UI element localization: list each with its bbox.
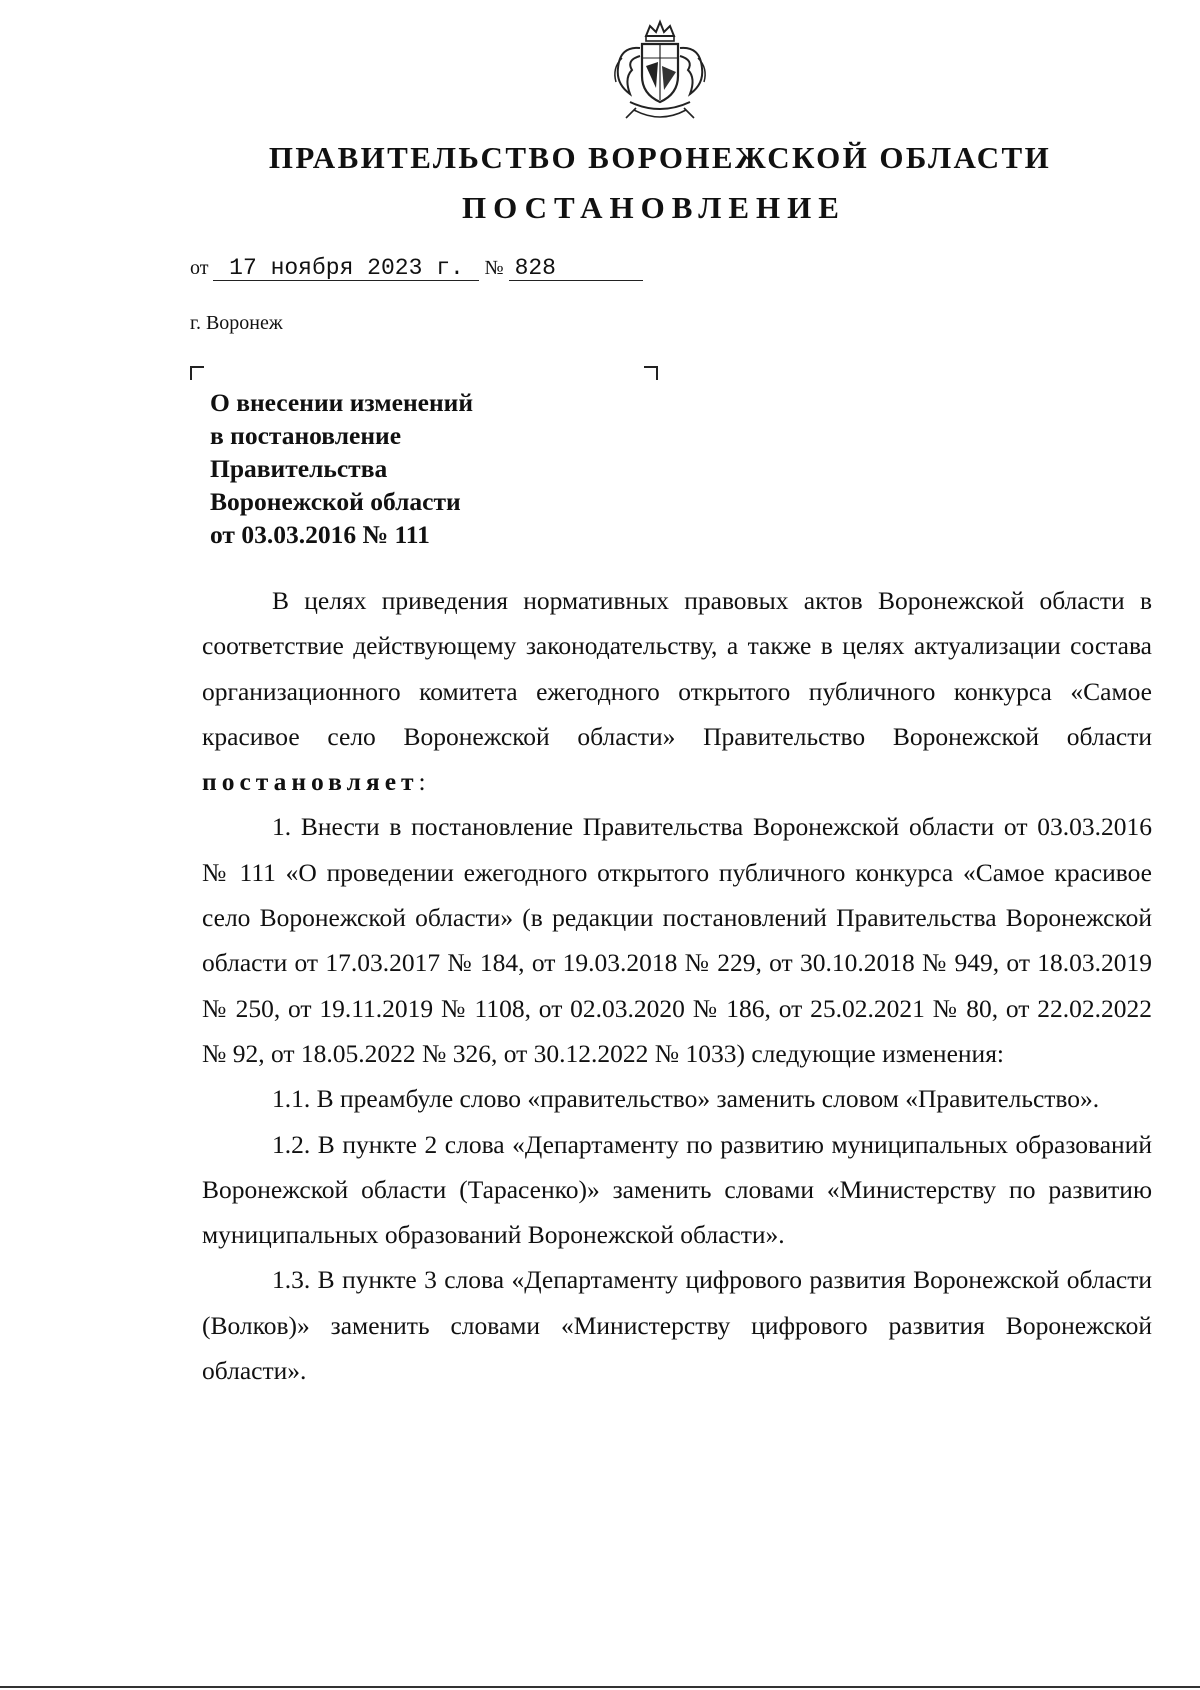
item-1-2-paragraph: 1.2. В пункте 2 слова «Департаменту по развитию муниципальных образований Воронежской области (Тарасенко)» заменить словами «Министерству по развитию муниципальных образований Воронежской области». — [202, 1129, 1152, 1250]
voronezh-coat-of-arms-icon — [606, 18, 714, 128]
subject-bracket-right — [644, 366, 658, 380]
subject-bracket-left — [190, 366, 204, 380]
number-sign-label: № — [484, 257, 504, 279]
government-title: ПРАВИТЕЛЬСТВО ВОРОНЕЖСКОЙ ОБЛАСТИ — [268, 140, 1052, 175]
subject-line: от 03.03.2016 № 111 — [210, 520, 430, 549]
document-type-title: ПОСТАНОВЛЕНИЕ — [462, 190, 846, 225]
decree-body — [202, 578, 1152, 1393]
decree-subject — [210, 386, 473, 551]
preamble-paragraph — [202, 578, 1152, 804]
decree-keyword: постановляет — [202, 767, 419, 797]
item-1-3-paragraph: 1.3. В пункте 3 слова «Департаменту цифрового развития Воронежской области (Волков)» заменить словами «Министерству цифрового развития Воронежской области». — [202, 1265, 1152, 1386]
preamble-end: : — [418, 767, 426, 797]
subject-line: Воронежской области — [210, 487, 461, 516]
decree-date-number-line — [190, 256, 643, 281]
decree-number: 828 — [509, 256, 643, 281]
city-label: г. Воронеж — [190, 312, 283, 334]
item-1-paragraph: 1. Внести в постановление Правительства Воронежской области от 03.03.2016 № 111 «О проведении ежегодного открытого публичного конкурса «Самое красивое село Воронежской области» (в редакции постановлений Правительства Воронежской области от 17.03.2017 № 184, от 19.03.2018 № 229, от 30.10.2018 № 949, от 18.03.2019 № 250, от 19.11.2019 № 1108, от 02.03.2020 № 186, от 25.02.2021 № 80, от 22.02.2022 № 92, от 18.05.2022 № 326, от 30.12.2022 № 1033) следующие изменения: — [202, 812, 1152, 1068]
date-prefix-label: от — [190, 257, 209, 279]
preamble-text: В целях приведения нормативных правовых актов Воронежской области в соответствие действующему законодательству, а также в целях актуализации состава организационного комитета ежегодного открытого публичного конкурса «Самое красивое село Воронежской области» Правительство Воронежской области — [202, 586, 1152, 751]
subject-line: в постановление — [210, 421, 402, 450]
subject-line: Правительства — [210, 454, 388, 483]
item-1-1-paragraph: 1.1. В преамбуле слово «правительство» заменить словом «Правительство». — [272, 1084, 1100, 1114]
page-bottom-edge — [0, 1686, 1200, 1688]
decree-date: 17 ноября 2023 г. — [213, 256, 479, 281]
subject-line: О внесении изменений — [210, 388, 474, 417]
